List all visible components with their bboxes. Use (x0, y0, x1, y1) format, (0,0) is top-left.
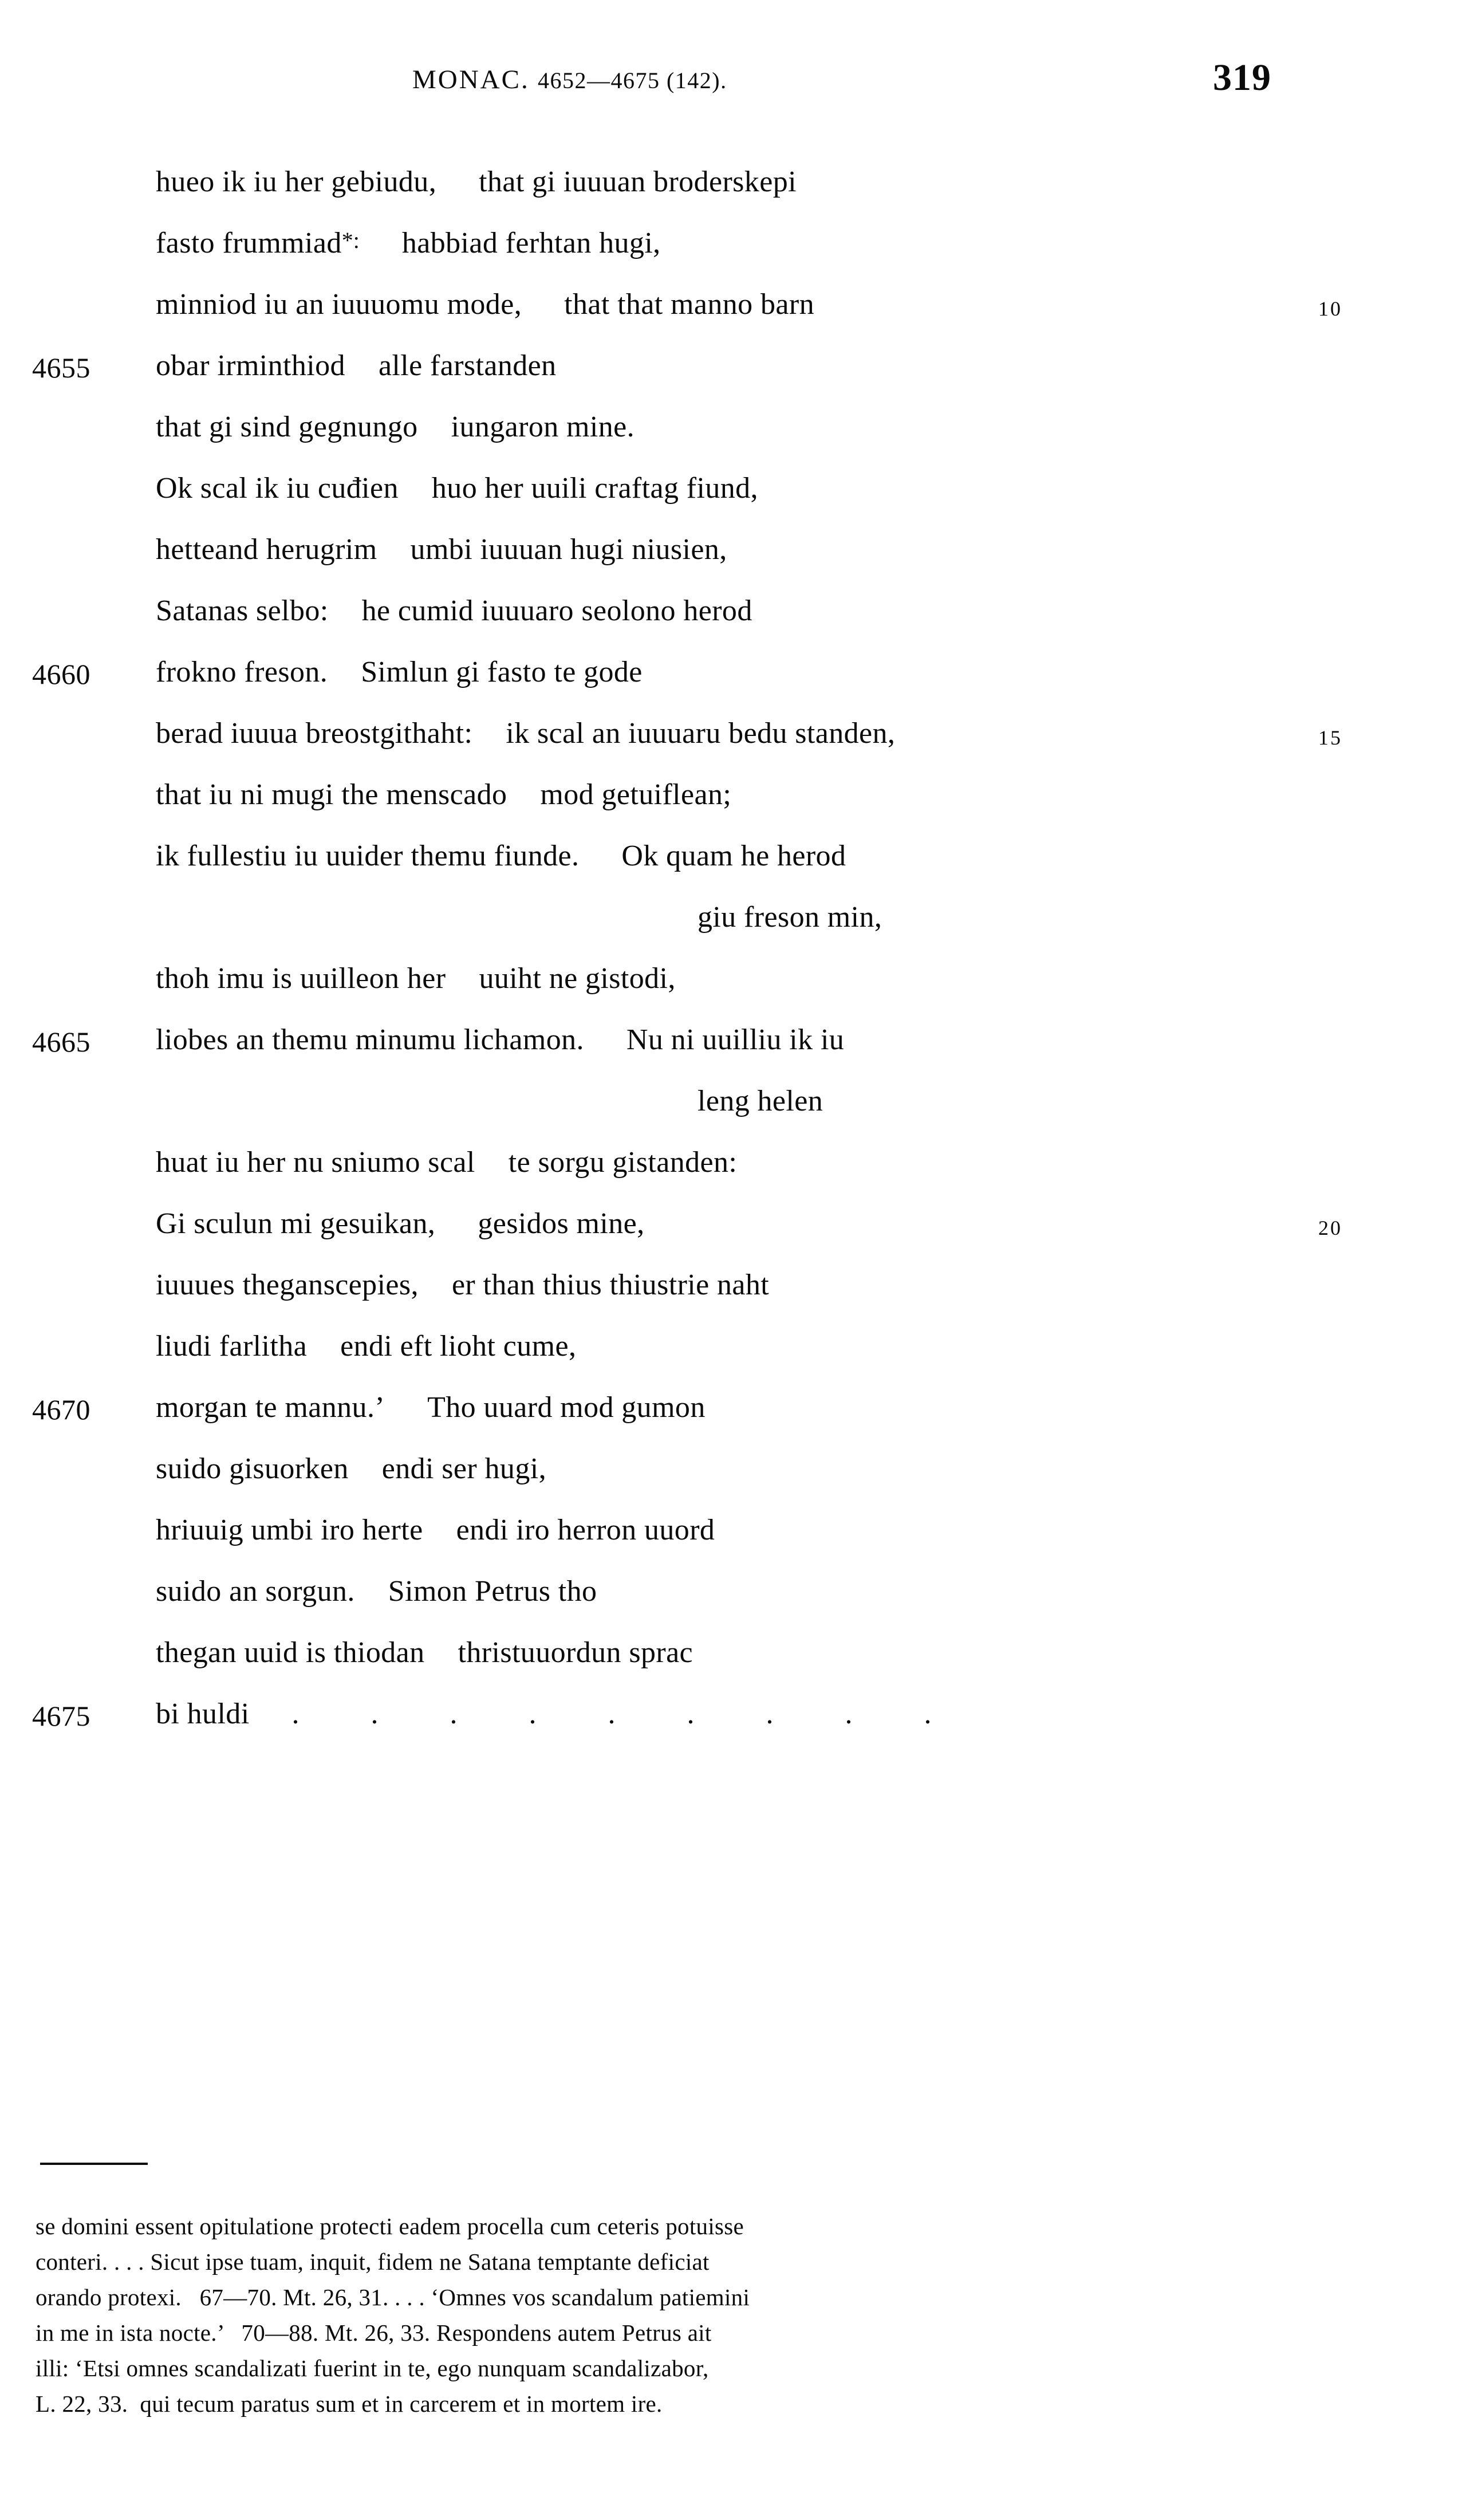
source-apparatus (36, 2208, 1410, 2421)
verse-line-text (156, 716, 895, 750)
verse-halfline-a: Ok scal ik iu cuđien (156, 472, 399, 505)
verse-halfline-b: iungaron mine. (451, 411, 635, 443)
verse-halfline-b: Ok quam he herod (621, 840, 846, 872)
verse-halfline-a: Satanas selbo: (156, 594, 329, 627)
verse-line-text (156, 349, 557, 383)
verse-line (0, 1262, 1466, 1324)
footnote-separator-rule (40, 2163, 148, 2165)
verse-line (0, 1078, 1466, 1140)
verse-line-number: 4670 (32, 1393, 90, 1426)
verse-halfline-a: liudi farlitha (156, 1330, 308, 1363)
running-head-title (412, 64, 727, 95)
verse-line-number: 4675 (32, 1700, 90, 1732)
verse-line (0, 895, 1466, 956)
verse-halfline-a: Gi sculun mi gesuikan, (156, 1207, 436, 1240)
verse-line (0, 649, 1466, 711)
apparatus-line: se domini essent opitulatione protecti eadem procella cum ceteris potuisse (36, 2213, 744, 2239)
verse-halfline-b: Simlun gi fasto te gode (361, 656, 643, 688)
verse-halfline-a: ik fullestiu iu uuider themu fiunde. (156, 840, 580, 872)
verse-line (0, 1630, 1466, 1691)
verse-halfline-b: uuiht ne gistodi, (479, 962, 676, 995)
verse-halfline-b: Tho uuard mod gumon (427, 1391, 706, 1424)
verse-line-text (156, 1513, 715, 1547)
running-head (0, 57, 1466, 110)
verse-halfline-a: frokno freson. (156, 656, 328, 688)
verse-halfline-a: thoh imu is uuilleon her (156, 962, 446, 995)
verse-halfline-b: thristuuordun sprac (458, 1636, 693, 1669)
verse-line (0, 833, 1466, 895)
verse-line-text (156, 778, 731, 812)
verse-line-text (156, 410, 635, 444)
verse-halfline-a: hriuuig umbi iro herte (156, 1514, 423, 1546)
verse-line (0, 772, 1466, 833)
verse-line (0, 1140, 1466, 1201)
verse-halfline-a: bi huldi (156, 1698, 250, 1730)
apparatus-line: orando protexi. 67—70. Mt. 26, 31. . . . ‘Omnes vos scandalum patiemini (36, 2284, 750, 2310)
verse-halfline-b: ik scal an iuuuaru bedu standen, (506, 717, 896, 750)
verse-line (0, 1569, 1466, 1630)
verse-halfline-a: iuuues theganscepies, (156, 1269, 419, 1301)
verse-halfline-b: mod getuiflean; (540, 778, 732, 811)
verse-halfline-a: suido an sorgun. (156, 1575, 355, 1608)
verse-halfline-b: gesidos mine, (478, 1207, 645, 1240)
page-number: 319 (1213, 57, 1271, 99)
verse-line (0, 343, 1466, 404)
verse-halfline-a: minniod iu an iuuuomu mode, (156, 288, 522, 321)
footnote-reference-marker: *: (341, 227, 360, 253)
verse-halfline-b: umbi iuuuan hugi niusien, (410, 533, 727, 566)
verse-halfline-a: berad iuuua breostgithaht: (156, 717, 473, 750)
verse-line (0, 588, 1466, 649)
verse-line (0, 1691, 1466, 1753)
running-head-range: 4652—4675 (142). (537, 68, 727, 93)
verse-line-text (156, 1391, 706, 1424)
apparatus-line: in me in ista nocte.’ 70—88. Mt. 26, 33. Respondens autem Petrus ait (36, 2320, 712, 2346)
verse-line-text (156, 655, 643, 689)
verse-halfline-a: liobes an themu minumu lichamon. (156, 1023, 584, 1056)
verse-line-text (697, 1084, 823, 1118)
apparatus-line: illi: ‘Etsi omnes scandalizati fuerint in te, ego nunquam scandalizabor, (36, 2355, 709, 2381)
verse-decade-marker: 15 (1318, 726, 1342, 749)
verse-halfline-b: te sorgu gistanden: (508, 1146, 738, 1179)
verse-halfline-a: hueo ik iu her gebiudu, (156, 166, 437, 198)
verse-line (0, 1201, 1466, 1262)
verse-line-number: 4660 (32, 658, 90, 690)
verse-line-text (156, 1574, 597, 1608)
verse-halfline-b: Nu ni uuilliu ik iu (626, 1023, 845, 1056)
verse-line-text (156, 839, 846, 873)
verse-line-text (156, 165, 797, 199)
verse-line (0, 956, 1466, 1017)
verse-halfline-a: hetteand herugrim (156, 533, 377, 566)
verse-line-text (156, 1329, 576, 1363)
verse-halfline-b: endi ser hugi, (381, 1452, 546, 1485)
verse-line-text (156, 1636, 693, 1670)
verse-line-text (156, 1697, 964, 1731)
verse-line-text (156, 594, 752, 628)
verse-line (0, 220, 1466, 282)
verse-halfline-b: alle farstanden (378, 349, 557, 382)
apparatus-line: conteri. . . . Sicut ipse tuam, inquit, fidem ne Satana temptante deficiat (36, 2249, 710, 2275)
verse-line (0, 1324, 1466, 1385)
verse-line (0, 1017, 1466, 1078)
verse-halfline-a: huat iu her nu sniumo scal (156, 1146, 475, 1179)
verse-decade-marker: 20 (1318, 1216, 1342, 1239)
verse-line (0, 404, 1466, 466)
verse-line-number: 4655 (32, 352, 90, 384)
verse-halfline-a: that iu ni mugi the menscado (156, 778, 507, 811)
verse-line-text (156, 1023, 844, 1057)
verse-halfline-a: that gi sind gegnungo (156, 411, 418, 443)
verse-line (0, 159, 1466, 220)
verse-halfline-b: that that manno barn (564, 288, 814, 321)
verse-halfline-b: that gi iuuuan broderskepi (479, 166, 797, 198)
verse-halfline-b: habbiad ferhtan hugi, (401, 227, 661, 259)
apparatus-line: L. 22, 33. qui tecum paratus sum et in carcerem et in mortem ire. (36, 2391, 663, 2417)
verse-halfline-b: huo her uuili craftag fiund, (431, 472, 758, 505)
verse-halfline-b: er than thius thiustrie naht (451, 1269, 770, 1301)
verse-line (0, 527, 1466, 588)
verse-line-text (156, 471, 758, 505)
verse-line-text (156, 288, 814, 321)
verse-halfline-a: thegan uuid is thiodan (156, 1636, 425, 1669)
verse-block (0, 159, 1466, 1753)
verse-halfline-a: leng helen (697, 1085, 823, 1117)
verse-halfline-a: suido gisuorken (156, 1452, 349, 1485)
verse-line-text (156, 962, 676, 995)
verse-halfline-b: he cumid iuuuaro seolono herod (361, 594, 752, 627)
verse-line (0, 1385, 1466, 1446)
verse-line (0, 1507, 1466, 1569)
running-head-siglum: MONAC. (412, 65, 530, 94)
verse-halfline-b: endi iro herron uuord (456, 1514, 715, 1546)
verse-halfline-b: endi eft lioht cume, (340, 1330, 577, 1363)
verse-halfline-a: fasto frummiad (156, 227, 342, 259)
verse-line (0, 1446, 1466, 1507)
verse-line-text (156, 226, 661, 260)
verse-line (0, 466, 1466, 527)
verse-line (0, 282, 1466, 343)
verse-line-number: 4665 (32, 1026, 90, 1058)
verse-halfline-b: Simon Petrus tho (388, 1575, 597, 1608)
verse-line-text (697, 900, 882, 934)
verse-halfline-a: morgan te mannu.’ (156, 1391, 385, 1424)
verse-decade-marker: 10 (1318, 297, 1342, 320)
verse-lacuna-dots: . . . . . . . . . (291, 1698, 964, 1730)
verse-line-text (156, 533, 727, 566)
verse-line-text (156, 1207, 645, 1241)
verse-halfline-a: obar irminthiod (156, 349, 345, 382)
verse-line (0, 711, 1466, 772)
verse-halfline-a: giu freson min, (697, 901, 882, 934)
verse-line-text (156, 1452, 546, 1486)
verse-line-text (156, 1145, 737, 1179)
verse-line-text (156, 1268, 769, 1302)
